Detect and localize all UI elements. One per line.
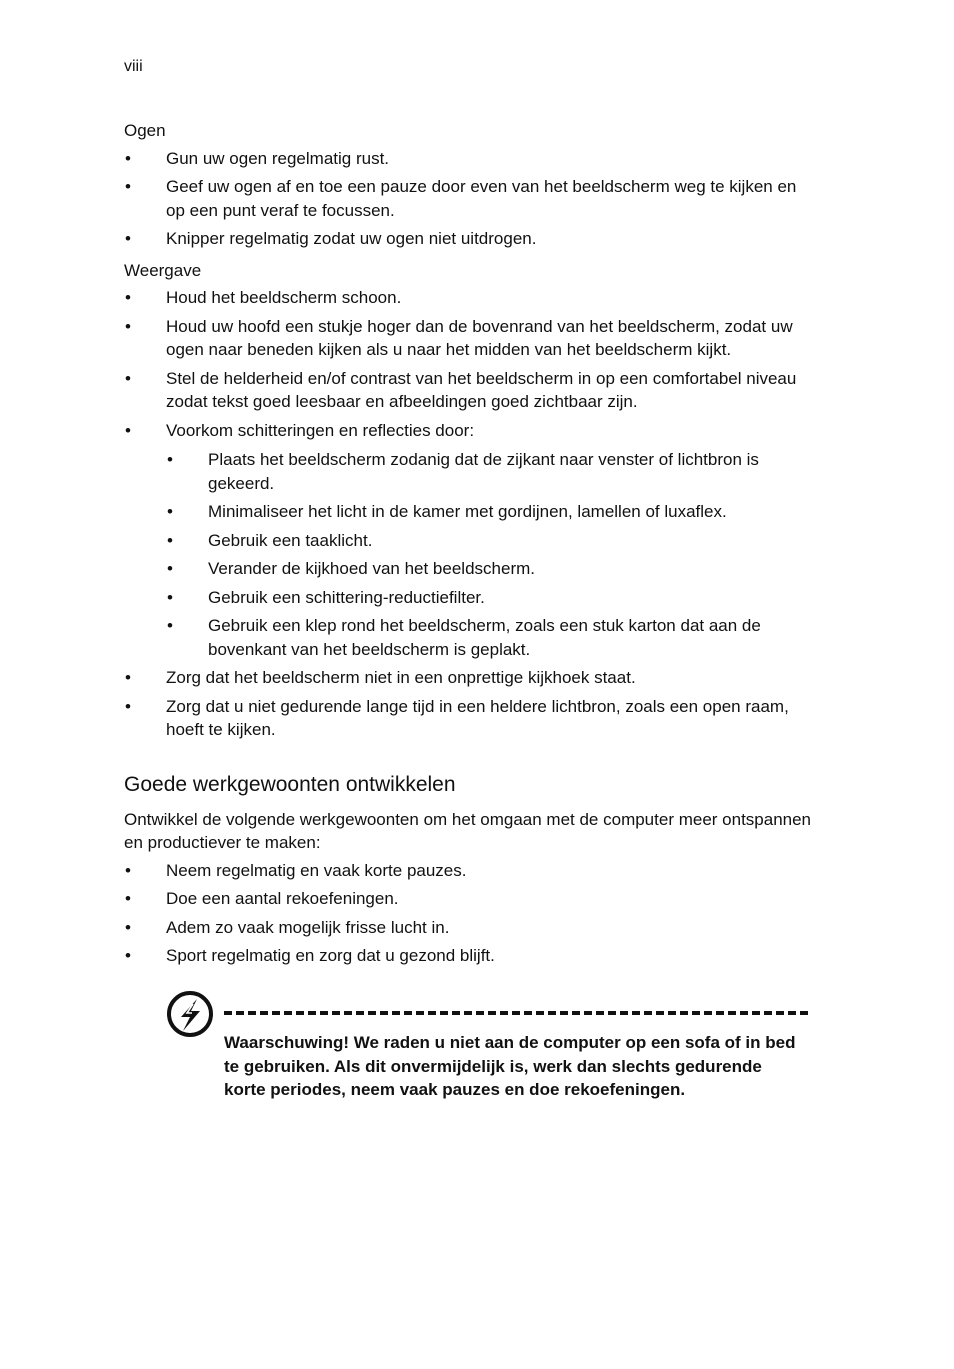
list-item: • Knipper regelmatig zodat uw ogen niet uitdrogen. [124,227,814,251]
eyes-heading: Ogen [124,121,166,140]
list-item: • Houd het beeldscherm schoon. [124,286,814,310]
list-item-text: Voorkom schitteringen en reflecties door: [166,420,475,440]
list-item: • Gun uw ogen regelmatig rust. [124,147,814,171]
glare-sublist [166,448,814,661]
list-item: • Zorg dat het beeldscherm niet in een onprettige kijkhoek staat. [124,666,814,690]
list-item: • Doe een aantal rekoefeningen. [124,887,814,911]
lightning-warning-icon [166,990,214,1038]
warning-callout [166,990,812,1140]
list-item-with-sublist [124,419,814,662]
habits-list [124,859,814,968]
sublist-item: • Verander de kijkhoed van het beeldscherm. [166,557,814,581]
display-heading: Weergave [124,260,202,280]
list-item: • Adem zo vaak mogelijk frisse lucht in. [124,916,814,940]
list-item: • Neem regelmatig en vaak korte pauzes. [124,859,814,883]
sublist-item: • Minimaliseer het licht in de kamer met gordijnen, lamellen of luxaflex. [166,500,814,524]
dashed-divider [224,1011,808,1015]
page-number: viii [124,58,143,75]
sublist-item: • Gebruik een schittering-reductiefilter. [166,586,814,610]
display-list [124,286,814,742]
eyes-list [124,147,814,251]
list-item: • Houd uw hoofd een stukje hoger dan de bovenrand van het beeldscherm, zodat uw ogen naar beneden kijken als u naar het midden van het beeldscherm kijkt. [124,315,814,362]
sublist-item: • Gebruik een klep rond het beeldscherm, zoals een stuk karton dat aan de bovenkant van het beeldscherm is geplakt. [166,614,814,661]
list-item: • Stel de helderheid en/of contrast van het beeldscherm in op een comfortabel niveau zodat tekst goed leesbaar en afbeeldingen goed zichtbaar zijn. [124,367,814,414]
list-item: • Sport regelmatig en zorg dat u gezond blijft. [124,944,814,968]
sublist-item: • Gebruik een taaklicht. [166,529,814,553]
list-item: • Geef uw ogen af en toe een pauze door even van het beeldscherm weg te kijken en op een punt veraf te focussen. [124,175,814,222]
page-content [124,119,814,976]
section-title: Goede werkgewoonten ontwikkelen [124,772,456,796]
sublist-item: • Plaats het beeldscherm zodanig dat de zijkant naar venster of lichtbron is gekeerd. [166,448,814,495]
section-intro: Ontwikkel de volgende werkgewoonten om het omgaan met de computer meer ontspannen en productiever te maken: [124,809,812,852]
warning-text: Waarschuwing! We raden u niet aan de computer op een sofa of in bed te gebruiken. Als dit onvermijdelijk is, werk dan slechts gedurende korte periodes, neem vaak pauzes en doe rekoefeningen. [224,1033,796,1099]
list-item: • Zorg dat u niet gedurende lange tijd in een heldere lichtbron, zoals een open raam, hoeft te kijken. [124,695,814,742]
